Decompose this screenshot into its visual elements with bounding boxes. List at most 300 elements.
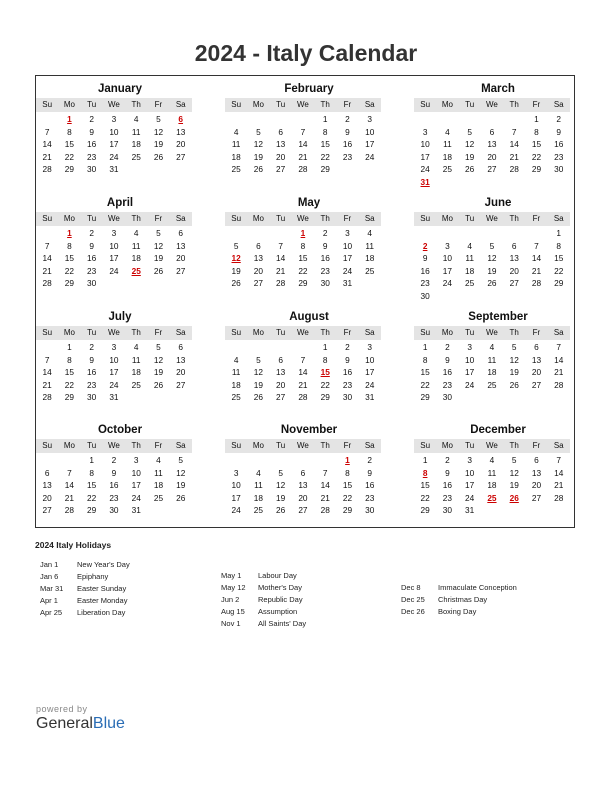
day-cell[interactable]: 31 (342, 278, 353, 288)
day-cell[interactable]: 16 (420, 265, 430, 276)
day-cell[interactable]: 4 (256, 467, 261, 478)
day-cell[interactable]: 12 (153, 354, 164, 365)
day-cell[interactable]: 15 (554, 253, 564, 263)
day-cell[interactable]: 3 (345, 228, 350, 238)
day-cell[interactable]: 19 (509, 367, 519, 377)
day-cell[interactable]: 17 (442, 265, 453, 276)
day-cell[interactable]: 29 (554, 278, 564, 288)
day-cell[interactable]: 5 (511, 342, 517, 352)
day-cell[interactable]: 30 (554, 164, 564, 174)
day-cell[interactable]: 25 (131, 151, 141, 162)
day-cell[interactable]: 2 (322, 228, 328, 238)
day-cell[interactable]: 10 (365, 126, 375, 137)
day-cell[interactable]: 24 (465, 379, 475, 390)
day-cell[interactable]: 5 (256, 354, 261, 365)
day-cell[interactable]: 17 (365, 139, 375, 149)
day-cell[interactable]: 24 (131, 492, 141, 503)
holiday-day-cell[interactable]: 25 (131, 265, 141, 276)
day-cell[interactable]: 16 (554, 139, 564, 149)
day-cell[interactable]: 22 (320, 379, 330, 390)
day-cell[interactable]: 27 (253, 278, 264, 288)
day-cell[interactable]: 20 (276, 379, 286, 390)
day-cell[interactable]: 14 (42, 139, 52, 149)
day-cell[interactable]: 5 (178, 455, 184, 465)
day-cell[interactable]: 30 (320, 278, 330, 288)
day-cell[interactable]: 21 (64, 492, 75, 503)
day-cell[interactable]: 12 (509, 354, 519, 365)
day-cell[interactable]: 5 (256, 126, 261, 137)
day-cell[interactable]: 6 (489, 126, 495, 137)
day-cell[interactable]: 16 (442, 480, 453, 490)
day-cell[interactable]: 17 (465, 480, 475, 490)
day-cell[interactable]: 10 (131, 467, 141, 478)
day-cell[interactable]: 19 (487, 265, 497, 276)
day-cell[interactable]: 20 (509, 265, 519, 276)
day-cell[interactable]: 2 (89, 114, 94, 124)
day-cell[interactable]: 2 (111, 455, 117, 465)
day-cell[interactable]: 14 (554, 354, 564, 365)
day-cell[interactable]: 6 (278, 354, 283, 365)
day-cell[interactable]: 22 (420, 379, 430, 390)
day-cell[interactable]: 9 (89, 240, 94, 251)
day-cell[interactable]: 7 (44, 126, 50, 137)
day-cell[interactable]: 18 (442, 151, 453, 162)
day-cell[interactable]: 19 (153, 253, 164, 263)
day-cell[interactable]: 14 (298, 139, 308, 149)
day-cell[interactable]: 22 (320, 151, 330, 162)
day-cell[interactable]: 16 (342, 367, 353, 377)
day-cell[interactable]: 5 (156, 114, 161, 124)
day-cell[interactable]: 28 (531, 278, 542, 288)
day-cell[interactable]: 8 (89, 467, 94, 478)
day-cell[interactable]: 25 (365, 265, 375, 276)
day-cell[interactable]: 7 (511, 126, 517, 137)
day-cell[interactable]: 9 (89, 354, 94, 365)
day-cell[interactable]: 8 (67, 354, 72, 365)
day-cell[interactable]: 20 (253, 265, 264, 276)
day-cell[interactable]: 21 (298, 379, 308, 390)
day-cell[interactable]: 30 (87, 278, 97, 288)
day-cell[interactable]: 5 (156, 228, 161, 238)
day-cell[interactable]: 8 (345, 467, 350, 478)
day-cell[interactable]: 31 (365, 392, 375, 402)
day-cell[interactable]: 18 (131, 139, 141, 149)
day-cell[interactable]: 27 (176, 379, 186, 390)
day-cell[interactable]: 11 (365, 240, 375, 251)
day-cell[interactable]: 25 (465, 278, 475, 288)
day-cell[interactable]: 14 (509, 139, 519, 149)
day-cell[interactable]: 16 (320, 253, 330, 263)
day-cell[interactable]: 29 (320, 392, 330, 402)
day-cell[interactable]: 11 (131, 240, 141, 251)
day-cell[interactable]: 13 (176, 354, 186, 365)
day-cell[interactable]: 4 (233, 126, 239, 137)
day-cell[interactable]: 3 (111, 342, 117, 352)
day-cell[interactable]: 8 (300, 240, 306, 251)
day-cell[interactable]: 29 (87, 505, 97, 515)
day-cell[interactable]: 21 (554, 480, 564, 490)
day-cell[interactable]: 30 (87, 392, 97, 402)
day-cell[interactable]: 22 (554, 265, 564, 276)
day-cell[interactable]: 31 (109, 164, 119, 174)
day-cell[interactable]: 8 (556, 240, 562, 251)
day-cell[interactable]: 17 (342, 253, 353, 263)
day-cell[interactable]: 30 (442, 505, 453, 515)
day-cell[interactable]: 15 (298, 253, 308, 263)
day-cell[interactable]: 6 (178, 342, 184, 352)
day-cell[interactable]: 27 (487, 164, 497, 174)
day-cell[interactable]: 28 (42, 164, 52, 174)
day-cell[interactable]: 2 (556, 114, 562, 124)
day-cell[interactable]: 23 (87, 265, 97, 276)
holiday-day-cell[interactable]: 6 (178, 114, 184, 124)
day-cell[interactable]: 21 (42, 379, 52, 390)
day-cell[interactable]: 7 (556, 342, 562, 352)
holiday-day-cell[interactable]: 25 (487, 492, 497, 503)
day-cell[interactable]: 26 (176, 492, 186, 503)
day-cell[interactable]: 5 (511, 455, 517, 465)
day-cell[interactable]: 10 (109, 354, 119, 365)
day-cell[interactable]: 29 (64, 278, 75, 288)
day-cell[interactable]: 26 (276, 505, 286, 515)
day-cell[interactable]: 13 (176, 126, 186, 137)
day-cell[interactable]: 28 (42, 392, 52, 402)
day-cell[interactable]: 28 (64, 505, 75, 515)
day-cell[interactable]: 13 (298, 480, 308, 490)
day-cell[interactable]: 18 (153, 480, 164, 490)
day-cell[interactable]: 16 (342, 139, 353, 149)
day-cell[interactable]: 13 (276, 367, 286, 377)
day-cell[interactable]: 13 (276, 139, 286, 149)
day-cell[interactable]: 6 (511, 240, 517, 251)
day-cell[interactable]: 9 (345, 126, 350, 137)
day-cell[interactable]: 7 (278, 240, 283, 251)
day-cell[interactable]: 3 (111, 114, 117, 124)
day-cell[interactable]: 14 (42, 253, 52, 263)
day-cell[interactable]: 3 (467, 455, 472, 465)
day-cell[interactable]: 7 (300, 354, 306, 365)
day-cell[interactable]: 18 (131, 253, 141, 263)
day-cell[interactable]: 25 (153, 492, 164, 503)
day-cell[interactable]: 11 (231, 367, 241, 377)
day-cell[interactable]: 3 (422, 126, 428, 137)
day-cell[interactable]: 1 (422, 455, 428, 465)
day-cell[interactable]: 28 (298, 164, 308, 174)
day-cell[interactable]: 29 (531, 164, 542, 174)
day-cell[interactable]: 2 (89, 342, 94, 352)
day-cell[interactable]: 19 (153, 367, 164, 377)
day-cell[interactable]: 13 (253, 253, 264, 263)
holiday-day-cell[interactable]: 1 (345, 455, 350, 465)
holiday-day-cell[interactable]: 1 (67, 228, 72, 238)
day-cell[interactable]: 1 (556, 228, 562, 238)
day-cell[interactable]: 14 (320, 480, 330, 490)
day-cell[interactable]: 27 (42, 505, 52, 515)
day-cell[interactable]: 30 (365, 505, 375, 515)
day-cell[interactable]: 11 (443, 139, 452, 149)
day-cell[interactable]: 1 (422, 342, 428, 352)
day-cell[interactable]: 27 (176, 151, 186, 162)
day-cell[interactable]: 11 (487, 467, 497, 478)
day-cell[interactable]: 22 (420, 492, 430, 503)
day-cell[interactable]: 7 (322, 467, 328, 478)
day-cell[interactable]: 22 (64, 151, 75, 162)
day-cell[interactable]: 23 (442, 379, 453, 390)
day-cell[interactable]: 21 (531, 265, 542, 276)
day-cell[interactable]: 4 (233, 354, 239, 365)
day-cell[interactable]: 28 (276, 278, 286, 288)
day-cell[interactable]: 15 (420, 367, 430, 377)
day-cell[interactable]: 24 (109, 265, 119, 276)
day-cell[interactable]: 6 (278, 126, 283, 137)
day-cell[interactable]: 21 (298, 151, 308, 162)
day-cell[interactable]: 26 (153, 151, 164, 162)
day-cell[interactable]: 24 (465, 492, 475, 503)
day-cell[interactable]: 27 (298, 505, 308, 515)
day-cell[interactable]: 16 (87, 253, 97, 263)
day-cell[interactable]: 1 (322, 114, 328, 124)
day-cell[interactable]: 20 (487, 151, 497, 162)
day-cell[interactable]: 4 (445, 126, 450, 137)
day-cell[interactable]: 19 (276, 492, 286, 503)
day-cell[interactable]: 25 (231, 392, 241, 402)
day-cell[interactable]: 25 (253, 505, 264, 515)
day-cell[interactable]: 2 (345, 114, 350, 124)
day-cell[interactable]: 31 (131, 505, 141, 515)
day-cell[interactable]: 19 (253, 379, 264, 390)
day-cell[interactable]: 2 (445, 455, 450, 465)
day-cell[interactable]: 15 (64, 253, 75, 263)
day-cell[interactable]: 2 (89, 228, 94, 238)
day-cell[interactable]: 8 (67, 240, 72, 251)
day-cell[interactable]: 7 (67, 467, 72, 478)
day-cell[interactable]: 13 (509, 253, 519, 263)
day-cell[interactable]: 17 (109, 139, 119, 149)
generalblue-logo[interactable] (36, 715, 125, 733)
day-cell[interactable]: 18 (231, 151, 241, 162)
day-cell[interactable]: 17 (420, 151, 430, 162)
day-cell[interactable]: 19 (509, 480, 519, 490)
day-cell[interactable]: 14 (64, 480, 75, 490)
day-cell[interactable]: 14 (531, 253, 542, 263)
day-cell[interactable]: 29 (342, 505, 353, 515)
day-cell[interactable]: 23 (365, 492, 375, 503)
day-cell[interactable]: 8 (322, 354, 328, 365)
day-cell[interactable]: 13 (176, 240, 186, 251)
day-cell[interactable]: 3 (133, 455, 139, 465)
day-cell[interactable]: 15 (320, 139, 330, 149)
day-cell[interactable]: 26 (153, 379, 164, 390)
day-cell[interactable]: 4 (367, 228, 373, 238)
day-cell[interactable]: 6 (300, 467, 306, 478)
day-cell[interactable]: 4 (467, 240, 472, 251)
day-cell[interactable]: 19 (231, 265, 241, 276)
day-cell[interactable]: 21 (42, 265, 52, 276)
day-cell[interactable]: 28 (42, 278, 52, 288)
day-cell[interactable]: 12 (465, 139, 475, 149)
day-cell[interactable]: 24 (365, 151, 375, 162)
day-cell[interactable]: 20 (176, 367, 186, 377)
day-cell[interactable]: 4 (489, 455, 495, 465)
day-cell[interactable]: 16 (87, 139, 97, 149)
day-cell[interactable]: 21 (509, 151, 519, 162)
day-cell[interactable]: 15 (64, 139, 75, 149)
day-cell[interactable]: 24 (109, 379, 119, 390)
day-cell[interactable]: 15 (531, 139, 542, 149)
day-cell[interactable]: 17 (131, 480, 141, 490)
day-cell[interactable]: 17 (465, 367, 475, 377)
day-cell[interactable]: 31 (465, 505, 475, 515)
day-cell[interactable]: 7 (44, 354, 50, 365)
day-cell[interactable]: 27 (276, 392, 286, 402)
day-cell[interactable]: 13 (531, 467, 542, 478)
day-cell[interactable]: 5 (278, 467, 283, 478)
day-cell[interactable]: 18 (487, 480, 497, 490)
day-cell[interactable]: 29 (320, 164, 330, 174)
day-cell[interactable]: 9 (367, 467, 373, 478)
holiday-day-cell[interactable]: 2 (422, 240, 428, 251)
day-cell[interactable]: 3 (367, 342, 373, 352)
day-cell[interactable]: 20 (531, 367, 542, 377)
day-cell[interactable]: 22 (64, 265, 75, 276)
day-cell[interactable]: 14 (42, 367, 52, 377)
day-cell[interactable]: 11 (487, 354, 497, 365)
day-cell[interactable]: 18 (131, 367, 141, 377)
day-cell[interactable]: 28 (554, 379, 564, 390)
day-cell[interactable]: 21 (42, 151, 52, 162)
day-cell[interactable]: 12 (153, 240, 164, 251)
day-cell[interactable]: 30 (109, 505, 119, 515)
day-cell[interactable]: 8 (67, 126, 72, 137)
day-cell[interactable]: 22 (64, 379, 75, 390)
day-cell[interactable]: 20 (176, 253, 186, 263)
day-cell[interactable]: 4 (133, 228, 139, 238)
day-cell[interactable]: 3 (111, 228, 117, 238)
day-cell[interactable]: 1 (322, 342, 328, 352)
day-cell[interactable]: 6 (256, 240, 261, 251)
day-cell[interactable]: 27 (531, 492, 542, 503)
day-cell[interactable]: 28 (320, 505, 330, 515)
day-cell[interactable]: 10 (109, 240, 119, 251)
day-cell[interactable]: 23 (342, 379, 353, 390)
day-cell[interactable]: 5 (467, 126, 472, 137)
day-cell[interactable]: 1 (89, 455, 94, 465)
day-cell[interactable]: 23 (554, 151, 564, 162)
day-cell[interactable]: 7 (44, 240, 50, 251)
day-cell[interactable]: 1 (67, 342, 72, 352)
day-cell[interactable]: 30 (420, 290, 430, 301)
day-cell[interactable]: 13 (487, 139, 497, 149)
day-cell[interactable]: 11 (154, 467, 163, 478)
day-cell[interactable]: 14 (298, 367, 308, 377)
day-cell[interactable]: 3 (445, 240, 450, 251)
day-cell[interactable]: 9 (111, 467, 117, 478)
day-cell[interactable]: 15 (64, 367, 75, 377)
day-cell[interactable]: 8 (422, 354, 428, 365)
day-cell[interactable]: 25 (442, 164, 453, 174)
holiday-day-cell[interactable]: 1 (300, 228, 306, 238)
day-cell[interactable]: 31 (109, 392, 119, 402)
day-cell[interactable]: 10 (231, 480, 241, 490)
day-cell[interactable]: 16 (442, 367, 453, 377)
day-cell[interactable]: 29 (64, 392, 75, 402)
day-cell[interactable]: 10 (442, 253, 453, 263)
day-cell[interactable]: 16 (109, 480, 119, 490)
day-cell[interactable]: 12 (509, 467, 519, 478)
day-cell[interactable]: 29 (420, 392, 430, 402)
day-cell[interactable]: 4 (156, 455, 161, 465)
day-cell[interactable]: 12 (487, 253, 497, 263)
holiday-day-cell[interactable]: 1 (67, 114, 72, 124)
day-cell[interactable]: 20 (531, 480, 542, 490)
day-cell[interactable]: 8 (534, 126, 539, 137)
day-cell[interactable]: 20 (176, 139, 186, 149)
day-cell[interactable]: 24 (365, 379, 375, 390)
day-cell[interactable]: 3 (467, 342, 472, 352)
day-cell[interactable]: 2 (367, 455, 373, 465)
day-cell[interactable]: 6 (534, 342, 539, 352)
day-cell[interactable]: 22 (531, 151, 542, 162)
day-cell[interactable]: 10 (109, 126, 119, 137)
day-cell[interactable]: 12 (253, 367, 264, 377)
day-cell[interactable]: 26 (465, 164, 475, 174)
day-cell[interactable]: 2 (445, 342, 450, 352)
day-cell[interactable]: 11 (254, 480, 263, 490)
day-cell[interactable]: 18 (487, 367, 497, 377)
day-cell[interactable]: 18 (465, 265, 475, 276)
day-cell[interactable]: 26 (231, 278, 241, 288)
day-cell[interactable]: 17 (365, 367, 375, 377)
day-cell[interactable]: 1 (534, 114, 539, 124)
holiday-day-cell[interactable]: 31 (420, 176, 430, 187)
day-cell[interactable]: 27 (509, 278, 519, 288)
day-cell[interactable]: 14 (554, 467, 564, 478)
day-cell[interactable]: 21 (320, 492, 330, 503)
holiday-day-cell[interactable]: 12 (231, 253, 241, 263)
day-cell[interactable]: 20 (42, 492, 52, 503)
day-cell[interactable]: 15 (342, 480, 353, 490)
day-cell[interactable]: 25 (231, 164, 241, 174)
day-cell[interactable]: 2 (345, 342, 350, 352)
day-cell[interactable]: 23 (87, 151, 97, 162)
day-cell[interactable]: 26 (509, 379, 519, 390)
day-cell[interactable]: 9 (345, 354, 350, 365)
day-cell[interactable]: 24 (420, 164, 430, 174)
day-cell[interactable]: 7 (300, 126, 306, 137)
day-cell[interactable]: 26 (153, 265, 164, 276)
day-cell[interactable]: 10 (365, 354, 375, 365)
day-cell[interactable]: 8 (322, 126, 328, 137)
day-cell[interactable]: 9 (556, 126, 562, 137)
day-cell[interactable]: 9 (322, 240, 328, 251)
day-cell[interactable]: 27 (276, 164, 286, 174)
day-cell[interactable]: 4 (133, 114, 139, 124)
day-cell[interactable]: 22 (342, 492, 353, 503)
day-cell[interactable]: 30 (442, 392, 453, 402)
day-cell[interactable]: 23 (109, 492, 119, 503)
day-cell[interactable]: 16 (87, 367, 97, 377)
day-cell[interactable]: 25 (487, 379, 497, 390)
day-cell[interactable]: 5 (489, 240, 495, 251)
day-cell[interactable]: 10 (420, 139, 430, 149)
day-cell[interactable]: 29 (298, 278, 308, 288)
day-cell[interactable]: 24 (342, 265, 353, 276)
day-cell[interactable]: 19 (153, 139, 164, 149)
day-cell[interactable]: 27 (176, 265, 186, 276)
day-cell[interactable]: 28 (554, 492, 564, 503)
day-cell[interactable]: 18 (365, 253, 375, 263)
day-cell[interactable]: 22 (87, 492, 97, 503)
